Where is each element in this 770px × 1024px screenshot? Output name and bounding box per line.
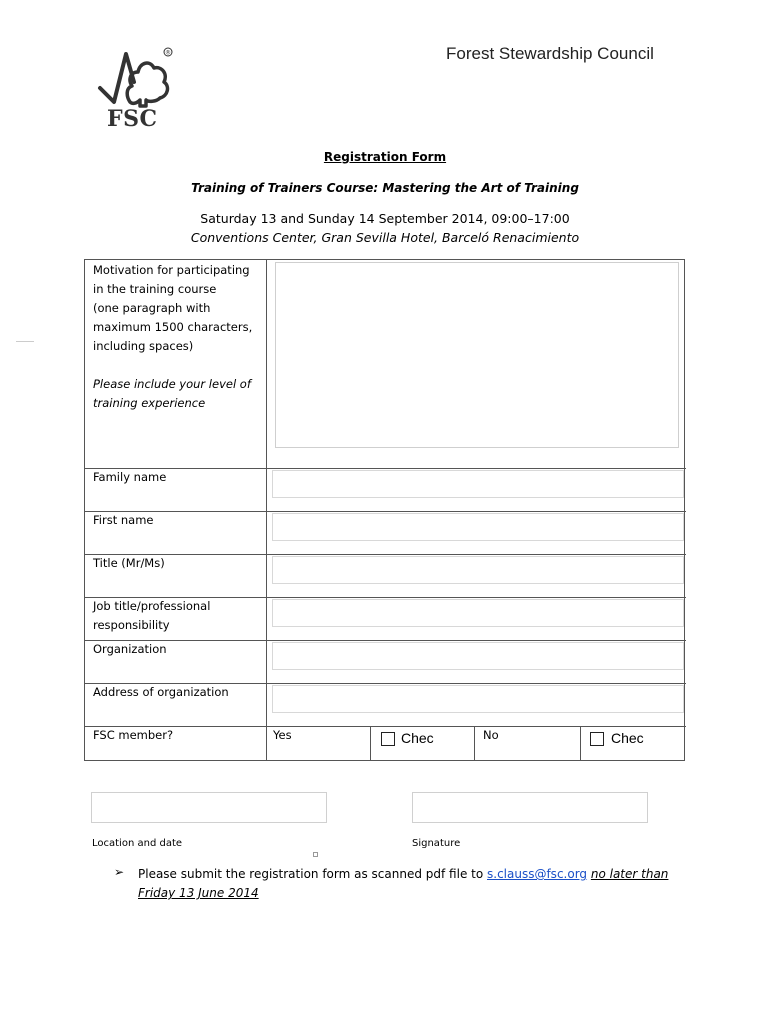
course-venue: Conventions Center, Gran Sevilla Hotel, Barceló Renacimiento	[190, 230, 580, 245]
organization-field[interactable]	[272, 642, 684, 670]
title-label: Title (Mr/Ms)	[93, 556, 165, 570]
motivation-label: Motivation for participating in the training course (one paragraph with maximum 1500 characters, including spaces) Please include your level of training experience	[93, 263, 253, 410]
signature-label: Signature	[412, 838, 461, 849]
column-divider	[266, 260, 267, 760]
fsc-member-label: FSC member?	[93, 728, 174, 742]
organization-name: Forest Stewardship Council	[446, 44, 654, 63]
stray-mark	[313, 852, 318, 857]
location-date-field[interactable]	[91, 792, 327, 823]
signature-field[interactable]	[412, 792, 648, 823]
course-title: Training of Trainers Course: Mastering the Art of Training	[191, 181, 579, 195]
no-label: No	[483, 728, 499, 742]
address-label: Address of organization	[93, 685, 229, 699]
form-title: Registration Form	[323, 150, 447, 164]
job-title-field[interactable]	[272, 599, 684, 627]
deadline-date: Friday 13 June 2014	[138, 886, 259, 900]
yes-checkbox[interactable]	[381, 732, 395, 746]
location-date-label: Location and date	[92, 838, 183, 849]
no-checkbox[interactable]	[590, 732, 604, 746]
logo-text: FSC	[107, 106, 158, 132]
first-name-label: First name	[93, 513, 154, 527]
motivation-textarea[interactable]	[275, 262, 679, 448]
job-title-label: Job title/professional responsibility	[93, 599, 211, 632]
no-checkbox-text: Chec	[611, 730, 644, 746]
address-field[interactable]	[272, 685, 684, 713]
margin-mark	[16, 341, 34, 342]
first-name-field[interactable]	[272, 513, 684, 541]
submission-note: Please submit the registration form as scanned pdf file to s.clauss@fsc.org no later than Friday 13 June 2014	[138, 867, 669, 900]
arrow-bullet-icon: ➢	[114, 865, 125, 879]
family-name-label: Family name	[93, 470, 167, 484]
registered-mark: ®	[165, 49, 171, 57]
yes-label: Yes	[273, 728, 292, 742]
yes-checkbox-text: Chec	[401, 730, 434, 746]
course-dates: Saturday 13 and Sunday 14 September 2014, 09:00–17:00	[200, 211, 570, 226]
registration-table	[84, 259, 685, 761]
organization-label: Organization	[93, 642, 167, 656]
family-name-field[interactable]	[272, 470, 684, 498]
email-link[interactable]: s.clauss@fsc.org	[487, 867, 588, 881]
title-field[interactable]	[272, 556, 684, 584]
